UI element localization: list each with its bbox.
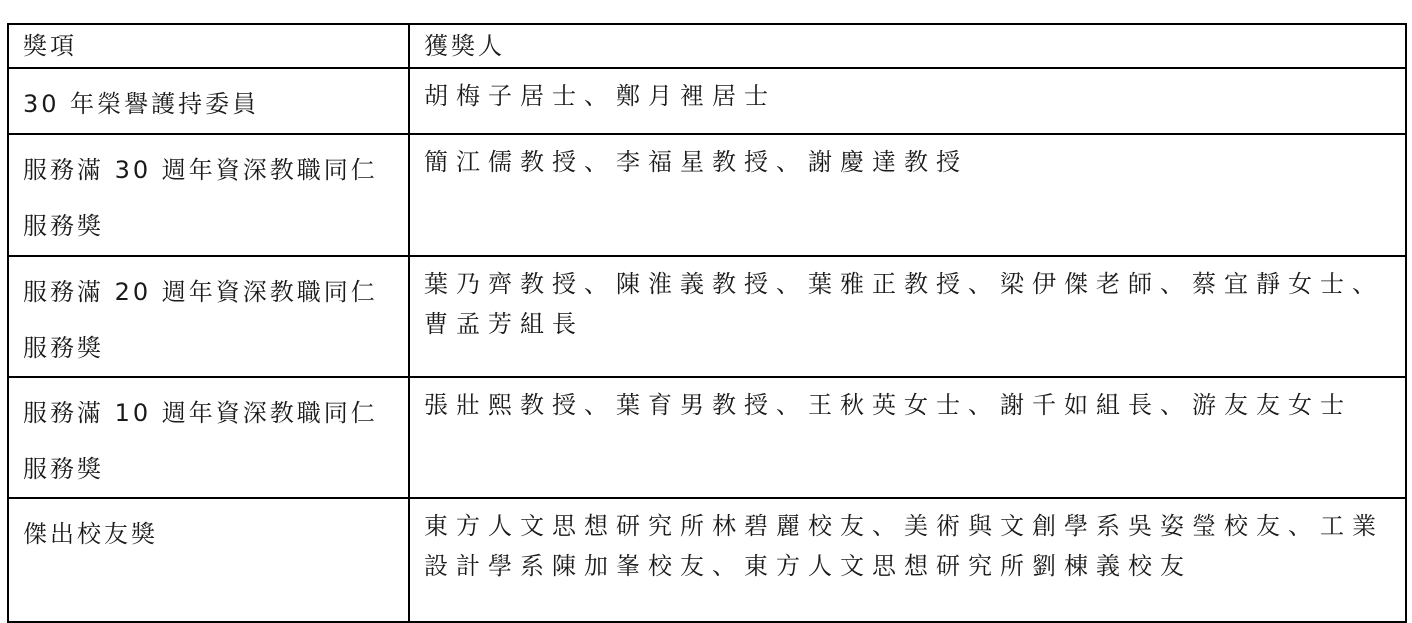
award-name: 傑出校友獎 [8, 498, 409, 622]
award-recipients: 張壯熙教授、葉育男教授、王秋英女士、謝千如組長、游友友女士 [409, 377, 1406, 498]
award-name: 服務滿 30 週年資深教職同仁服務獎 [8, 134, 409, 256]
award-recipients: 葉乃齊教授、陳淮義教授、葉雅正教授、梁伊傑老師、蔡宜靜女士、曹孟芳組長 [409, 256, 1406, 377]
table-row [8, 377, 1406, 498]
award-name: 服務滿 20 週年資深教職同仁服務獎 [8, 256, 409, 377]
table-row [8, 134, 1406, 256]
table-header-row [8, 24, 1406, 68]
header-recipients: 獲獎人 [409, 24, 1406, 68]
awards-table [7, 23, 1407, 623]
table-row [8, 256, 1406, 377]
table-row [8, 68, 1406, 134]
table-row [8, 498, 1406, 622]
award-recipients: 胡梅子居士、鄭月裡居士 [409, 68, 1406, 134]
header-award: 獎項 [8, 24, 409, 68]
award-recipients: 東方人文思想研究所林碧麗校友、美術與文創學系吳姿瑩校友、工業設計學系陳加峯校友、東方人文思想研究所劉棟義校友 [409, 498, 1406, 622]
award-name: 30 年榮譽護持委員 [8, 68, 409, 134]
award-recipients: 簡江儒教授、李福星教授、謝慶達教授 [409, 134, 1406, 256]
award-name: 服務滿 10 週年資深教職同仁服務獎 [8, 377, 409, 498]
